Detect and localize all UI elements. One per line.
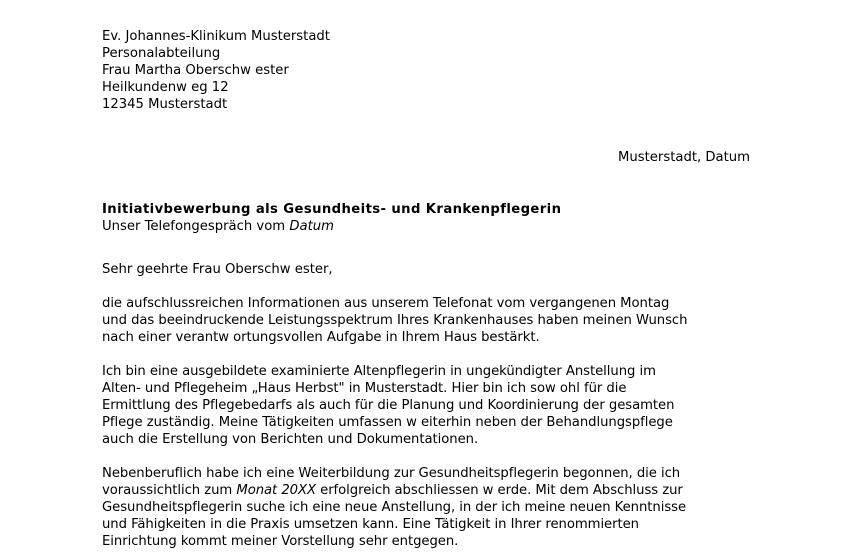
- paragraph-text: voraussichtlich zum: [102, 483, 237, 498]
- paragraph-line: auch die Erstellung von Berichten und Dokumentationen.: [102, 432, 479, 447]
- paragraph-line: Nebenberuflich habe ich eine Weiterbildung zur Gesundheitspflegerin begonnen, die ich: [102, 466, 681, 481]
- completion-date-placeholder: Monat 20XX: [236, 483, 316, 498]
- subject-reference-prefix: Unser Telefongespräch vom: [102, 219, 290, 234]
- paragraph-line: Ermittlung des Pflegebedarfs als auch für die Planung und Koordinierung der gesamten: [102, 398, 675, 413]
- subject-reference: [102, 218, 750, 235]
- recipient-address: [102, 28, 750, 113]
- recipient-line: 12345 Musterstadt: [102, 97, 228, 112]
- paragraph-line: nach einer verantw ortungsvollen Aufgabe in Ihrem Haus bestärkt.: [102, 330, 540, 345]
- paragraph-line: und das beeindruckende Leistungsspektrum Ihres Krankenhauses haben meinen Wunsch: [102, 313, 688, 328]
- paragraph-line: Pflege zuständig. Meine Tätigkeiten umfassen w eiterhin neben der Behandlungspflege: [102, 415, 673, 430]
- subject-block: [102, 201, 750, 235]
- paragraph-line: Ich bin eine ausgebildete examinierte Altenpflegerin in ungekündigter Anstellung im: [102, 364, 656, 379]
- recipient-line: Personalabteilung: [102, 46, 221, 61]
- paragraph-2: [102, 363, 750, 448]
- paragraph-1: [102, 295, 750, 346]
- recipient-line: Heilkundenw eg 12: [102, 80, 229, 95]
- paragraph-line: Einrichtung kommt meiner Vorstellung sehr entgegen.: [102, 534, 459, 549]
- letter-page: [102, 28, 750, 550]
- date-line: Musterstadt, Datum: [618, 150, 750, 165]
- recipient-line: Frau Martha Oberschw ester: [102, 63, 289, 78]
- paragraph-3: [102, 465, 750, 550]
- paragraph-line: die aufschlussreichen Informationen aus unserem Telefonat vom vergangenen Montag: [102, 296, 670, 311]
- paragraph-line: Gesundheitspflegerin suche ich eine neue Anstellung, in der ich meine neuen Kenntnisse: [102, 500, 687, 515]
- paragraph-line: Alten- und Pflegeheim „Haus Herbst" in Musterstadt. Hier bin ich sow ohl für die: [102, 381, 627, 396]
- salutation: Sehr geehrte Frau Oberschw ester,: [102, 262, 333, 277]
- paragraph-line: [102, 482, 750, 499]
- subject-title: Initiativbewerbung als Gesundheits- und Krankenpflegerin: [102, 202, 562, 217]
- subject-reference-date: Datum: [289, 219, 334, 234]
- recipient-line: Ev. Johannes-Klinikum Musterstadt: [102, 29, 330, 44]
- paragraph-text: erfolgreich abschliessen w erde. Mit dem Abschluss zur: [315, 483, 683, 498]
- paragraph-line: und Fähigkeiten in die Praxis umsetzen kann. Eine Tätigkeit in Ihrer renommierten: [102, 517, 639, 532]
